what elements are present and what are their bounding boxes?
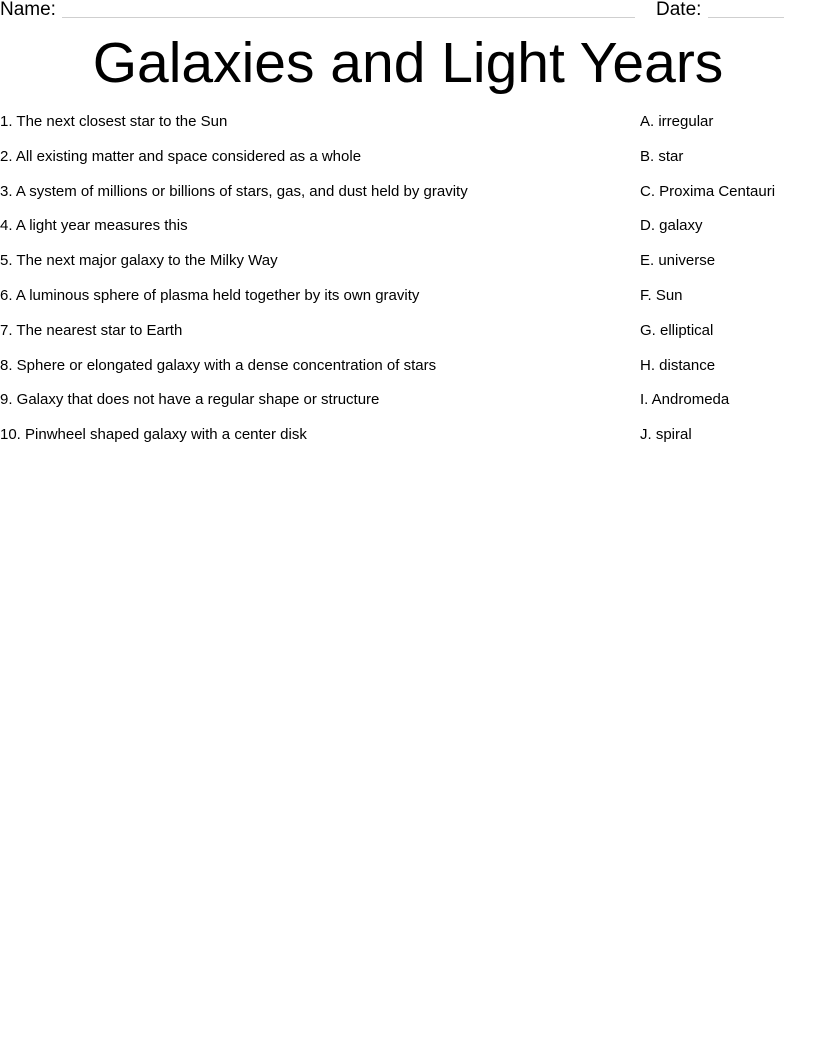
answer-item: H. distance — [640, 356, 716, 374]
date-blank-line — [708, 17, 784, 18]
question-item: 3. A system of millions or billions of stars, gas, and dust held by gravity — [0, 182, 468, 200]
answer-item: E. universe — [640, 252, 716, 270]
worksheet-header — [0, 0, 816, 24]
question-item: 10. Pinwheel shaped galaxy with a center disk — [0, 426, 307, 444]
answer-item: A. irregular — [640, 113, 714, 130]
name-blank-line — [62, 17, 635, 18]
question-item: 5. The next major galaxy to the Milky Way — [0, 252, 278, 270]
answer-list — [640, 111, 816, 459]
answer-item: C. Proxima Centauri — [640, 182, 776, 200]
question-item: 2. All existing matter and space considered as a whole — [0, 147, 362, 165]
answer-item: B. star — [640, 147, 684, 165]
question-item: 1. The next closest star to the Sun — [0, 113, 228, 130]
answer-item: F. Sun — [640, 286, 683, 304]
question-item: 8. Sphere or elongated galaxy with a dense concentration of stars — [0, 356, 437, 374]
answer-item: G. elliptical — [640, 321, 714, 339]
answer-item: I. Andromeda — [640, 391, 730, 409]
date-label: Date: — [656, 0, 702, 20]
question-item: 7. The nearest star to Earth — [0, 321, 183, 339]
question-item: 9. Galaxy that does not have a regular shape or structure — [0, 391, 380, 409]
name-label: Name: — [0, 0, 56, 20]
question-item: 6. A luminous sphere of plasma held together by its own gravity — [0, 286, 420, 304]
answer-item: J. spiral — [640, 426, 692, 444]
page-title: Galaxies and Light Years — [92, 31, 724, 95]
answer-item: D. galaxy — [640, 217, 703, 235]
question-item: 4. A light year measures this — [0, 217, 188, 235]
question-list — [0, 111, 620, 459]
